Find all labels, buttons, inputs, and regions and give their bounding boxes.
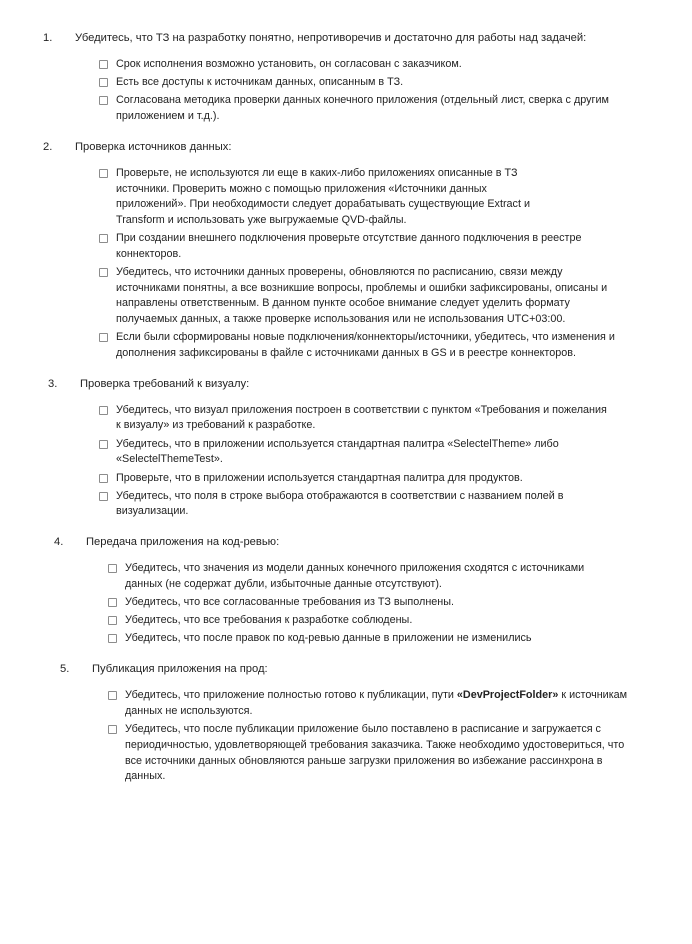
checklist <box>108 561 692 647</box>
section-title: Передача приложения на код-ревью: <box>86 536 280 549</box>
checklist-item[interactable] <box>99 489 692 520</box>
checklist-item-label: Срок исполнения возможно установить, он согласован с заказчиком. <box>116 58 462 70</box>
checklist-item-label: Убедитесь, что в приложении используется стандартная палитра «SelectelTheme» либо «SelectelThemeTest». <box>116 437 559 466</box>
checklist-item[interactable] <box>99 265 692 328</box>
checklist-item-label: Убедитесь, что после публикации приложение было поставлено в расписание и загружается с периодичностью, удовлетворяющей требования заказчика. Также необходимо удостовериться, что все источники данных обновляются раньше загрузки приложения во избежание рассинхрона в данных. <box>125 723 625 783</box>
checklist-item-label: Если были сформированы новые подключения/коннекторы/источники, убедитесь, что изменения и дополнения зафиксированы в файле с источниками данных в GS и в реестре коннекторов. <box>116 331 615 360</box>
section-number: 3. <box>48 377 58 390</box>
checkbox-icon[interactable] <box>108 564 117 573</box>
checklist-item[interactable] <box>99 166 692 229</box>
checklist-item-label: Убедитесь, что все согласованные требования из ТЗ выполнены. <box>125 596 455 609</box>
checkbox-icon[interactable] <box>108 725 117 734</box>
checkbox-icon[interactable] <box>99 234 108 243</box>
section-title: Проверка требований к визуалу: <box>80 377 250 390</box>
checkbox-icon[interactable] <box>99 268 108 277</box>
checklist-item[interactable] <box>99 403 692 434</box>
checklist-item-label: Убедитесь, что визуал приложения построен в соответствии с пунктом «Требования и пожелания к визуалу» из требований к разработке. <box>116 403 607 432</box>
section-number: 4. <box>54 536 64 549</box>
section-number: 5. <box>60 663 70 676</box>
checklist <box>99 166 692 362</box>
checklist-item[interactable] <box>99 57 692 73</box>
section-heading <box>43 139 692 155</box>
checklist-section-1 <box>0 30 692 125</box>
checklist-item-label: Убедитесь, что приложение полностью готово к публикации, пути «DevProjectFolder» к источникам данных не используются. <box>125 689 628 717</box>
section-number: 1. <box>43 32 53 44</box>
checkbox-icon[interactable] <box>108 634 117 643</box>
checklist-section-4 <box>0 534 692 647</box>
section-title: Публикация приложения на прод: <box>92 663 268 676</box>
checklist-item[interactable] <box>108 688 692 719</box>
checklist-item-label: При создании внешнего подключения проверьте отсутствие данного подключения в реестре коннекторов. <box>116 232 582 260</box>
section-heading <box>43 30 692 46</box>
section-title: Проверка источников данных: <box>75 140 232 153</box>
checkbox-icon[interactable] <box>108 598 117 607</box>
checklist-item[interactable] <box>99 231 692 262</box>
checklist <box>99 403 692 520</box>
checkbox-icon[interactable] <box>99 60 108 69</box>
checklist-item-label: Убедитесь, что значения из модели данных конечного приложения сходятся с источниками данных (не содержат дубли, избыточные данные отсутствуют). <box>125 562 585 590</box>
section-number: 2. <box>43 140 53 153</box>
checklist-item[interactable] <box>108 595 692 611</box>
checklist-section-3 <box>0 376 692 520</box>
checklist-section-5 <box>0 661 692 785</box>
checklist-item[interactable] <box>108 722 692 785</box>
checkbox-icon[interactable] <box>99 406 108 415</box>
checkbox-icon[interactable] <box>108 691 117 700</box>
section-title: Убедитесь, что ТЗ на разработку понятно, непротиворечив и достаточно для работы над задачей: <box>75 32 587 44</box>
checklist-item[interactable] <box>108 631 692 647</box>
checkbox-icon[interactable] <box>99 492 108 501</box>
checkbox-icon[interactable] <box>99 96 108 105</box>
checklist-item-label: Проверьте, что в приложении используется стандартная палитра для продуктов. <box>116 471 523 484</box>
checklist-item-label: Убедитесь, что поля в строке выбора отображаются в соответствии с названием полей в визуализации. <box>116 489 564 518</box>
section-heading <box>60 661 692 677</box>
checklist-item[interactable] <box>99 330 692 361</box>
checklist-item-label: Проверьте, не используются ли еще в каких-либо приложениях описанные в ТЗ источники. Проверить можно с помощью приложения «Источники данных приложений». При необходимости следует дорабатывать существующие Extract и Transform и использовать уже выгружаемые QVD-файлы. <box>116 166 530 226</box>
section-heading <box>48 376 692 392</box>
checklist-item[interactable] <box>99 93 692 124</box>
checklist-item[interactable] <box>99 75 692 91</box>
checkbox-icon[interactable] <box>99 169 108 178</box>
checklist <box>99 57 692 125</box>
checkbox-icon[interactable] <box>99 333 108 342</box>
checklist-item-label: Убедитесь, что источники данных проверены, обновляются по расписанию, связи между источниками понятны, а все возникшие вопросы, проблемы и ошибки зафиксированы, описаны и направлены ответственным. В данном пункте особое внимание следует уделить формату получаемых данных, а также проверке использования или не использования UTC+03:00. <box>116 266 608 326</box>
checklist-section-2 <box>0 139 692 362</box>
checklist-item[interactable] <box>108 561 692 592</box>
checklist-item[interactable] <box>108 613 692 629</box>
checkbox-icon[interactable] <box>108 616 117 625</box>
checkbox-icon[interactable] <box>99 474 108 483</box>
checkbox-icon[interactable] <box>99 78 108 87</box>
checklist-item-label: Есть все доступы к источникам данных, описанным в ТЗ. <box>116 76 404 89</box>
section-heading <box>54 534 692 550</box>
checkbox-icon[interactable] <box>99 440 108 449</box>
checklist-item-label: Убедитесь, что все требования к разработке соблюдены. <box>125 614 413 627</box>
checklist-item[interactable] <box>99 471 692 487</box>
checklist-item-label: Убедитесь, что после правок по код-ревью данные в приложении не изменились <box>125 632 532 645</box>
checklist-item-label: Согласована методика проверки данных конечного приложения (отдельный лист, сверка с другим приложением и т.д.). <box>116 94 609 123</box>
checklist-item[interactable] <box>99 437 692 468</box>
checklist <box>108 688 692 785</box>
